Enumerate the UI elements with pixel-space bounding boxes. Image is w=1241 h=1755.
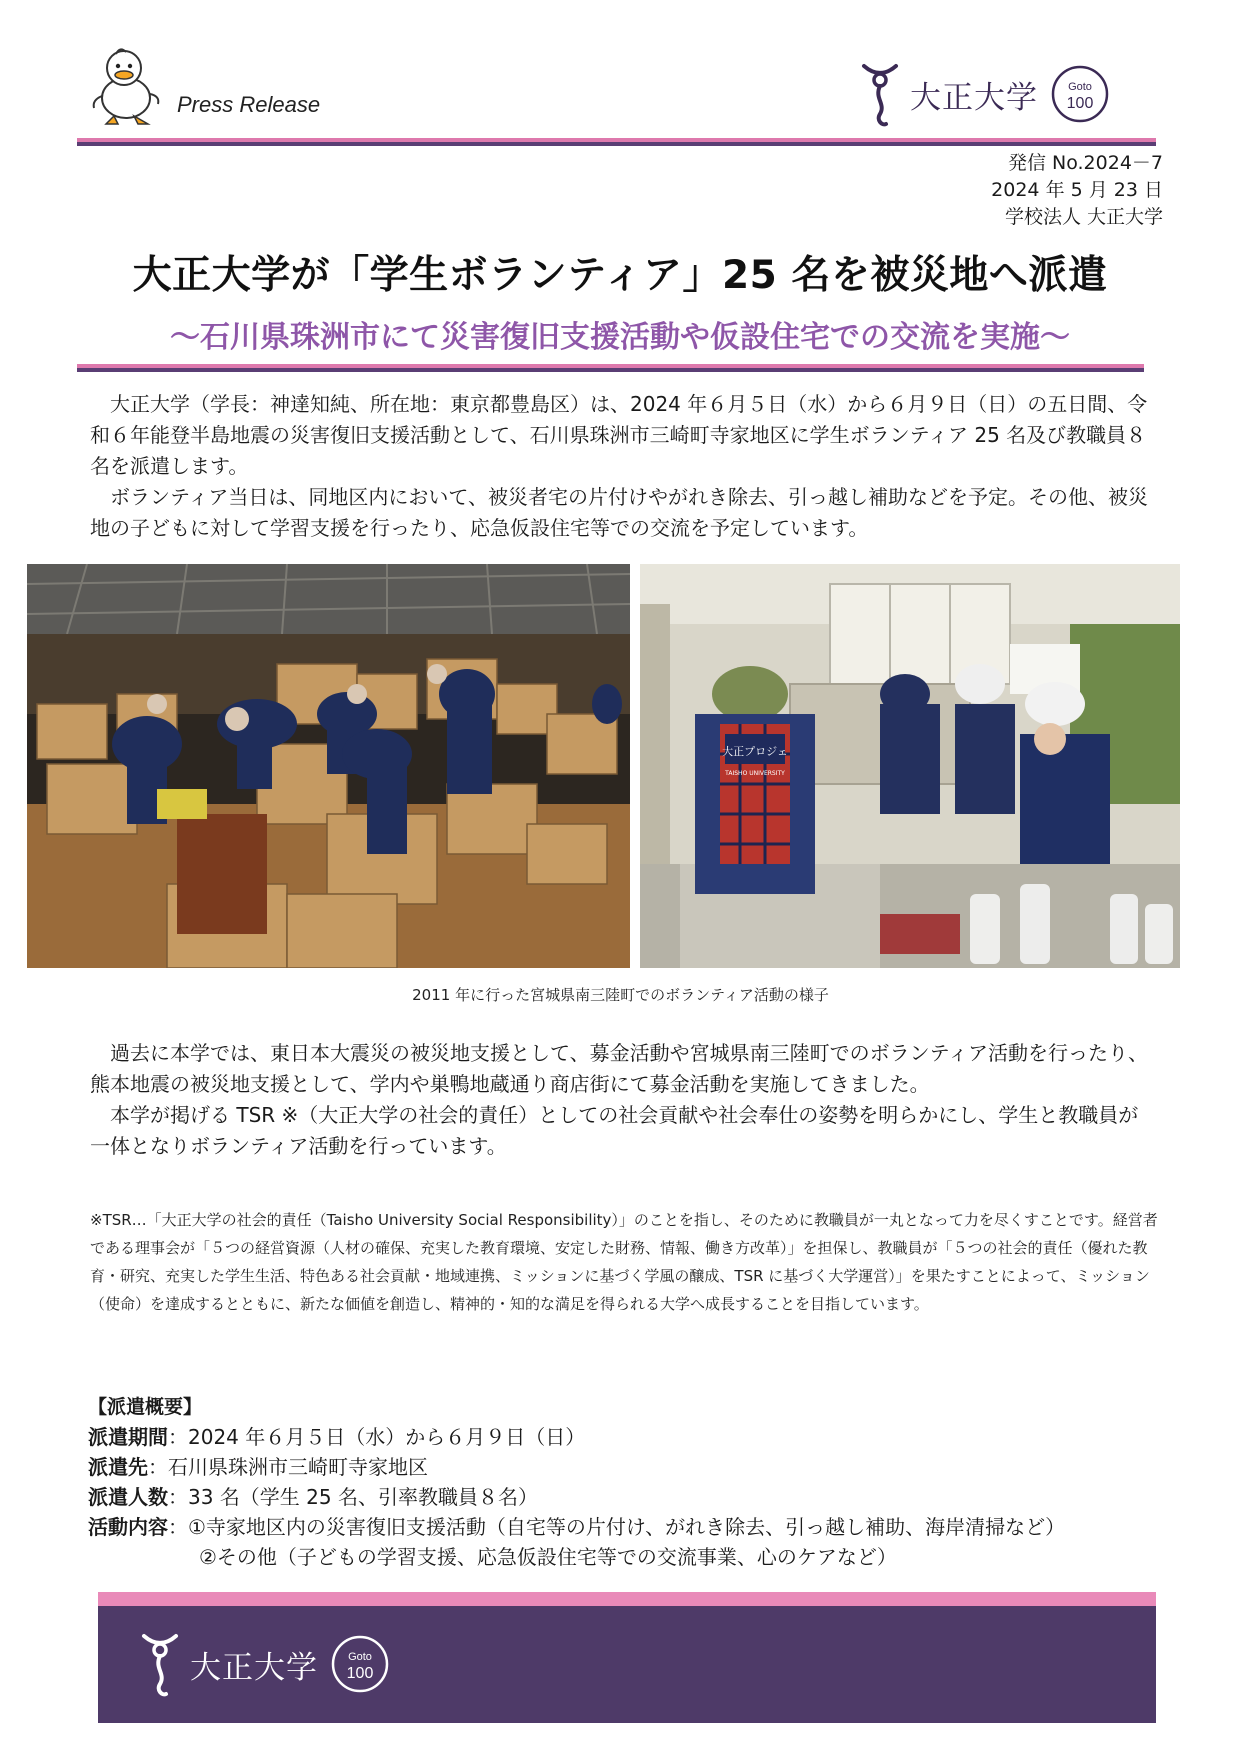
overview-activity-value-2: ②その他（子どもの学習支援、応急仮設住宅等での交流事業、心のケアなど） — [199, 1545, 897, 1569]
header-divider — [77, 138, 1156, 146]
title-divider — [77, 364, 1144, 372]
footer-university-emblem-icon — [138, 1628, 182, 1700]
footer-goto-100-badge-icon — [330, 1634, 390, 1694]
university-emblem-icon — [858, 58, 902, 130]
goto-100-badge-icon — [1050, 64, 1110, 124]
issue-date: 2024 年 5 月 23 日 — [991, 179, 1163, 201]
press-release-label: Press Release — [177, 92, 321, 117]
photo-kitchen-volunteers — [640, 564, 1180, 968]
overview-people-value: ：33 名（学生 25 名、引率教職員８名） — [168, 1485, 538, 1509]
overview-activity-value-1: ：①寺家地区内の災害復旧支援活動（自宅等の片付け、がれき除去、引っ越し補助、海岸清掃など） — [168, 1515, 1066, 1539]
history-paragraph-1: 過去に本学では、東日本大震災の被災地支援として、募金活動や宮城県南三陸町でのボランティア活動を行ったり、熊本地震の被災地支援として、学内や巣鴨地蔵通り商店街にて募金活動を実施してきました。 — [90, 1041, 1148, 1096]
page-title: 大正大学が「学生ボランティア」25 名を被災地へ派遣 — [132, 253, 1108, 298]
overview-destination-label: 派遣先 — [88, 1455, 148, 1479]
intro-section — [90, 389, 1155, 544]
goto-badge-bottom-text: 100 — [1066, 95, 1094, 112]
footer-university-logo — [138, 1626, 390, 1702]
duck-mascot-illustration — [88, 46, 162, 126]
intro-paragraph-1: 大正大学（学長：神達知純、所在地：東京都豊島区）は、2024 年６月５日（水）から６月９日（日）の五日間、令和６年能登半島地震の災害復旧支援活動として、石川県珠洲市三崎町寺家地区に学生ボランティア 25 名及び教職員８名を派遣します。 — [90, 392, 1148, 478]
overview-destination-value: ：石川県珠洲市三崎町寺家地区 — [148, 1455, 428, 1479]
overview-period-label: 派遣期間 — [88, 1425, 168, 1449]
document-meta — [991, 150, 1163, 231]
page-subtitle: ～石川県珠洲市にて災害復旧支援活動や仮設住宅での交流を実施～ — [170, 320, 1070, 355]
university-logo — [858, 56, 1110, 132]
overview-activity-label: 活動内容 — [88, 1515, 168, 1539]
apron-text: 大正プロジェ — [722, 745, 788, 758]
history-paragraph-2: 本学が掲げる TSR ※（大正大学の社会的責任）としての社会貢献や社会奉仕の姿勢を明らかにし、学生と教職員が一体となりボランティア活動を行っています。 — [90, 1103, 1139, 1158]
overview-row-activity-2 — [88, 1542, 1188, 1572]
photo-gymnasium-volunteers — [27, 564, 630, 968]
goto-badge-top-text: Goto — [1068, 81, 1092, 93]
footer-accent-bar — [98, 1592, 1156, 1606]
footer-university-name: 大正大学 — [190, 1649, 318, 1686]
history-section — [90, 1038, 1155, 1162]
intro-paragraph-2: ボランティア当日は、同地区内において、被災者宅の片付けやがれき除去、引っ越し補助などを予定。その他、被災地の子どもに対して学習支援を行ったり、応急仮設住宅等での交流を予定しています。 — [90, 485, 1148, 540]
overview-people-label: 派遣人数 — [88, 1485, 168, 1509]
issuer: 学校法人 大正大学 — [1004, 206, 1163, 228]
overview-period-value: ：2024 年６月５日（水）から６月９日（日） — [168, 1425, 586, 1449]
footer-banner — [98, 1606, 1156, 1723]
overview-heading: 【派遣概要】 — [88, 1396, 203, 1418]
issue-number: 発信 No.2024－7 — [1007, 152, 1163, 174]
university-name: 大正大学 — [910, 79, 1038, 116]
photo-caption: 2011 年に行った宮城県南三陸町でのボランティア活動の様子 — [412, 986, 829, 1004]
overview-row-activity — [88, 1512, 1188, 1542]
overview-row-people — [88, 1482, 1188, 1512]
apron-small-text: TAISHO UNIVERSITY — [725, 770, 785, 777]
footer-goto-badge-bottom-text: 100 — [346, 1665, 374, 1682]
overview-row-period — [88, 1422, 1188, 1452]
overview-list — [88, 1422, 1188, 1572]
tsr-footnote: ※TSR…「大正大学の社会的責任（Taisho University Social Responsibility）」のことを指し、そのために教職員が一丸となって力を尽くすことです。経営者である理事会が「５つの経営資源（人材の確保、充実した教育環境、安定した財務、情報、働き方改革）」を担保し、教職員が「５つの社会的責任（優れた教育・研究、充実した学生生活、特色ある社会貢献・地域連携、ミッションに基づく学風の醸成、TSR に基づく大学運営）」を果たすことによって、ミッション（使命）を達成するとともに、新たな価値を創造し、精神的・知的な満足を得られる大学へ成長することを目指しています。 — [90, 1211, 1158, 1313]
footer-goto-badge-top-text: Goto — [348, 1651, 372, 1663]
overview-row-destination — [88, 1452, 1188, 1482]
